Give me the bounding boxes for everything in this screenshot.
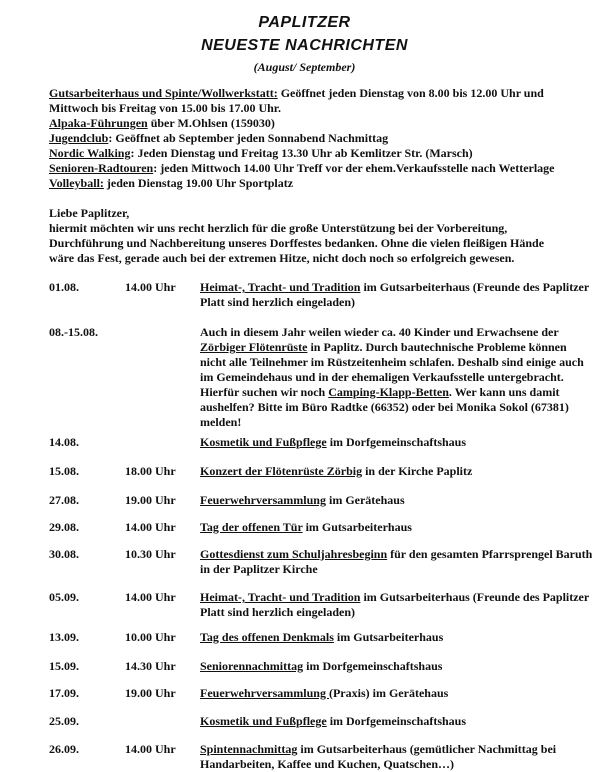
event-detail: im Dorfgemeinschaftshaus xyxy=(326,714,467,728)
event-time: 10.00 Uhr xyxy=(125,630,176,644)
info-heading: Nordic Walking xyxy=(49,146,131,160)
info-line xyxy=(49,116,275,131)
event-description xyxy=(200,435,595,450)
event-detail: in Paplitz. Durch bautechnische Probleme können nicht alle Teilnehmer im Rüstzeitenheim schlafen. Deshalb sind einige auch im Gemeindehaus und in der ehemaligen Verkaufsstelle untergebracht. Hierfür suchen wir noch xyxy=(200,340,584,399)
event-detail: für den gesamten Pfarrsprengel Baruth in der Paplitzer Kirche xyxy=(200,547,593,576)
event-title: Gottesdienst zum Schuljahresbeginn xyxy=(200,547,388,561)
event-detail: im Gutsarbeiterhaus xyxy=(333,630,444,644)
event-time: 14.00 Uhr xyxy=(125,280,176,294)
event-description xyxy=(200,630,595,645)
info-text: : Jeden Dienstag und Freitag 13.30 Uhr ab Kemlitzer Str. (Marsch) xyxy=(130,146,473,160)
event-description xyxy=(200,714,595,729)
title-line-2: NEUESTE NACHRICHTEN xyxy=(201,37,408,54)
event-detail: im Gutsarbeiterhaus (Freunde des Paplitzer Platt sind herzlich eingeladen) xyxy=(200,590,589,619)
event-description xyxy=(200,520,595,535)
event-title: Zörbiger Flötenrüste xyxy=(200,340,308,354)
event-detail: . Wer kann uns damit aushelfen? Bitte im Büro Radtke (66352) oder bei Monika Sokol (67381) melden! xyxy=(200,385,569,429)
event-date: 29.08. xyxy=(49,520,79,534)
event-description xyxy=(200,590,595,620)
event-title: Konzert der Flötenrüste Zörbig xyxy=(200,464,363,478)
event-date: 30.08. xyxy=(49,547,79,561)
event-title: Feuerwehrversammlung xyxy=(200,493,326,507)
info-text: jeden Dienstag 19.00 Uhr Sportplatz xyxy=(103,176,294,190)
event-title: Feuerwehrversammlung xyxy=(200,686,329,700)
event-date: 17.09. xyxy=(49,686,79,700)
event-detail: im Gerätehaus xyxy=(325,493,405,507)
event-title: Heimat-, Tracht- und Tradition xyxy=(200,590,361,604)
letter-line: Durchführung und Nachbereitung unseres Dorffestes bedanken. Ohne die vielen fleißigen Hände xyxy=(49,236,545,250)
event-title: Tag des offenen Denkmals xyxy=(200,630,334,644)
event-date: 08.-15.08. xyxy=(49,325,98,339)
event-detail: in der Kirche Paplitz xyxy=(362,464,473,478)
info-text: Geöffnet jeden Dienstag von 8.00 bis 12.00 Uhr und xyxy=(277,86,544,100)
event-detail: im Dorfgemeinschaftshaus xyxy=(326,435,467,449)
info-heading: Volleyball: xyxy=(49,176,104,190)
event-detail: im Gutsarbeiterhaus (gemütlicher Nachmittag bei Handarbeiten, Kaffee und Kuchen, Quatschen…) xyxy=(200,742,557,771)
event-title: Camping-Klapp-Betten xyxy=(328,385,449,399)
event-time: 14.00 Uhr xyxy=(125,742,176,756)
event-time: 19.00 Uhr xyxy=(125,493,176,507)
info-text: : jeden Mittwoch 14.00 Uhr Treff vor der ehem.Verkaufsstelle nach Wetterlage xyxy=(153,161,555,175)
event-detail: Auch in diesem Jahr weilen wieder ca. 40 Kinder und Erwachsene der xyxy=(200,325,559,339)
event-date: 14.08. xyxy=(49,435,79,449)
info-heading: Gutsarbeiterhaus und Spinte/Wollwerkstatt: xyxy=(49,86,278,100)
title-line-1: PAPLITZER xyxy=(258,14,351,31)
event-description xyxy=(200,493,595,508)
event-date: 05.09. xyxy=(49,590,79,604)
event-title: Spintennachmittag xyxy=(200,742,298,756)
info-text: über M.Ohlsen (159030) xyxy=(147,116,275,130)
event-date: 26.09. xyxy=(49,742,79,756)
info-heading: Senioren-Radtouren xyxy=(49,161,154,175)
event-date: 15.08. xyxy=(49,464,79,478)
event-description xyxy=(200,325,595,430)
event-description xyxy=(200,686,595,701)
event-description xyxy=(200,659,595,674)
info-heading: Jugendclub xyxy=(49,131,109,145)
letter-line: wäre das Fest, gerade auch bei der extremen Hitze, nicht doch noch so erfolgreich gewesen. xyxy=(49,251,515,265)
info-text: : Geöffnet ab September jeden Sonnabend Nachmittag xyxy=(108,131,389,145)
info-line xyxy=(49,131,388,146)
event-title: Kosmetik und Fußpflege xyxy=(200,714,327,728)
event-title: Seniorennachmittag xyxy=(200,659,304,673)
event-detail: im Gutsarbeiterhaus (Freunde des Paplitzer Platt sind herzlich eingeladen) xyxy=(200,280,589,309)
info-line xyxy=(49,176,293,191)
info-line xyxy=(49,86,544,101)
event-date: 15.09. xyxy=(49,659,79,673)
event-time: 18.00 Uhr xyxy=(125,464,176,478)
event-title: Kosmetik und Fußpflege xyxy=(200,435,327,449)
subtitle: (August/ September) xyxy=(253,60,356,74)
info-line xyxy=(49,146,473,161)
event-time: 14.30 Uhr xyxy=(125,659,176,673)
event-date: 01.08. xyxy=(49,280,79,294)
event-detail: (Praxis) im Gerätehaus xyxy=(328,686,449,700)
event-time: 10.30 Uhr xyxy=(125,547,176,561)
event-description xyxy=(200,280,595,310)
info-text: Mittwoch bis Freitag von 15.00 bis 17.00 Uhr. xyxy=(49,101,282,115)
event-time: 19.00 Uhr xyxy=(125,686,176,700)
event-time: 14.00 Uhr xyxy=(125,520,176,534)
event-description xyxy=(200,547,595,577)
letter-line: hiermit möchten wir uns recht herzlich für die große Unterstützung bei der Vorbereitung, xyxy=(49,221,508,235)
info-line xyxy=(49,161,555,176)
event-description xyxy=(200,464,595,479)
event-date: 25.09. xyxy=(49,714,79,728)
event-date: 27.08. xyxy=(49,493,79,507)
event-detail: im Dorfgemeinschaftshaus xyxy=(303,659,443,673)
event-title: Heimat-, Tracht- und Tradition xyxy=(200,280,361,294)
info-line xyxy=(49,101,281,116)
event-date: 13.09. xyxy=(49,630,79,644)
event-title: Tag der offenen Tür xyxy=(200,520,303,534)
event-detail: im Gutsarbeiterhaus xyxy=(302,520,412,534)
info-heading: Alpaka-Führungen xyxy=(49,116,148,130)
event-time: 14.00 Uhr xyxy=(125,590,176,604)
letter-greeting: Liebe Paplitzer, xyxy=(49,206,130,220)
